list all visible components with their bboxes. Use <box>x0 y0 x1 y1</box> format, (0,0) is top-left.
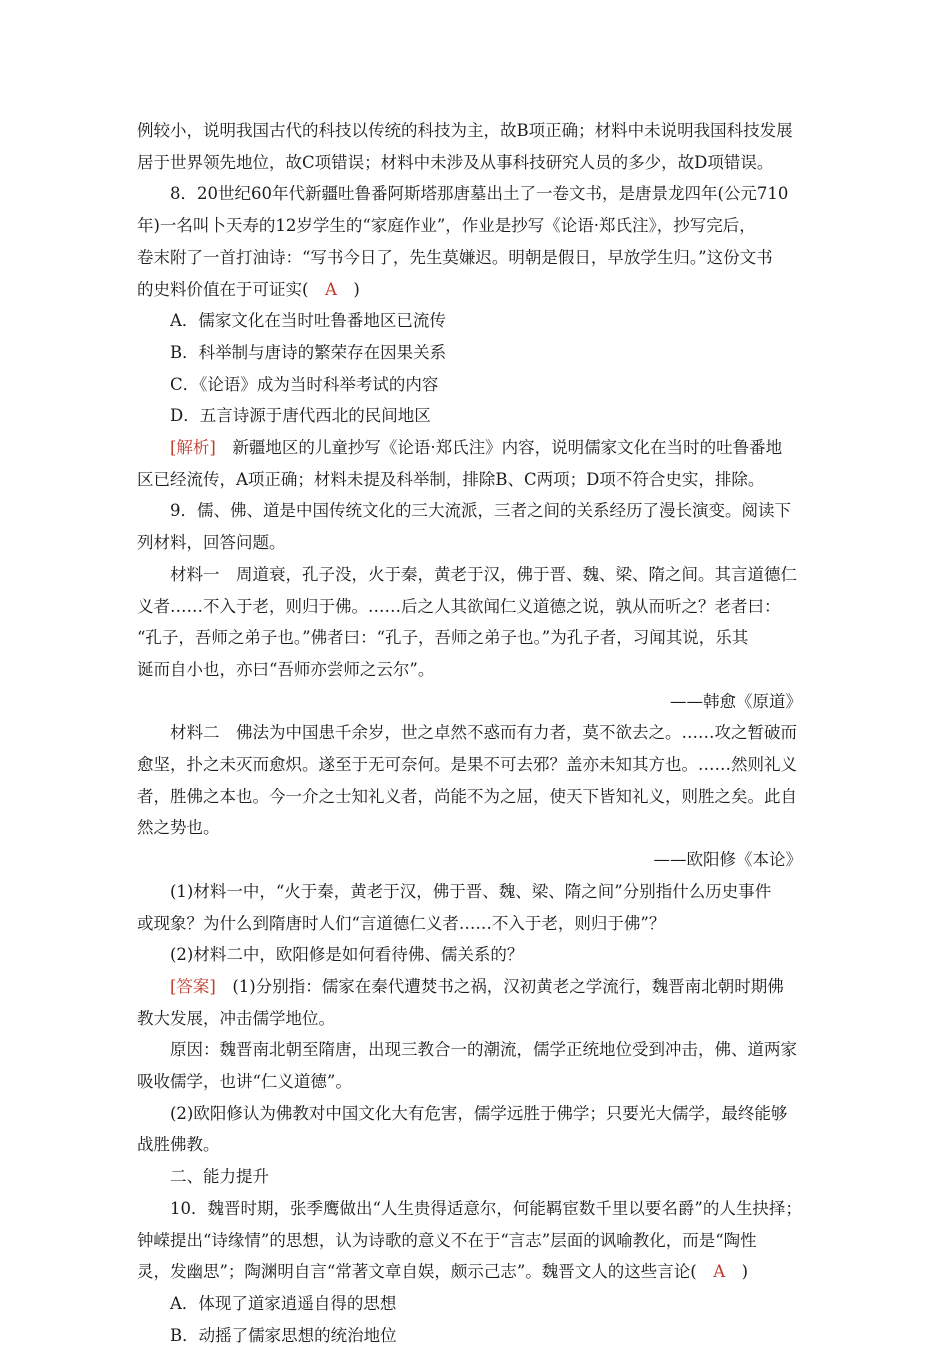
analysis-label: [解析] <box>170 438 216 457</box>
question-9-stem: 9．儒、佛、道是中国传统文化的三大流派，三者之间的关系经历了漫长演变。阅读下 <box>170 501 791 521</box>
text-line: 教大发展，冲击儒学地位。 <box>137 1008 335 1028</box>
text-line: 或现象？为什么到隋唐时人们“言道德仁义者……不入于老，则归于佛”？ <box>137 913 666 933</box>
text-line: 义者……不入于老，则归于佛。……后之人其欲闻仁义道德之说，孰从而听之？老者曰： <box>137 596 781 616</box>
answer-label: [答案] <box>170 976 216 996</box>
text-line: 灵，发幽思”；陶渊明自言“常著文章自娱，颇示己志”。魏晋文人的这些言论( A ) <box>137 1262 749 1282</box>
text-line: 诞而自小也，亦曰“吾师亦尝师之云尔”。 <box>137 659 435 679</box>
option-a: A．体现了道家逍遥自得的思想 <box>170 1293 397 1313</box>
text-line: 列材料，回答问题。 <box>137 533 286 553</box>
question-10-stem: 10．魏晋时期，张季鹰做出“人生贵得适意尔，何能羁宦数千里以要名爵”的人生抉择； <box>170 1198 802 1218</box>
section-heading: 二、能力提升 <box>170 1167 269 1187</box>
answer-q10: A <box>713 1262 726 1282</box>
material-2: 材料二 佛法为中国患千余岁，世之卓然不惑而有力者，莫不欲去之。……攻之暂破而 <box>170 723 797 743</box>
text-line: 原因：魏晋南北朝至隋唐，出现三教合一的潮流，儒学正统地位受到冲击，佛、道两家 <box>170 1040 797 1060</box>
analysis-line: [解析] 新疆地区的儿童抄写《论语·郑氏注》内容，说明儒家文化在当时的吐鲁番地 <box>170 438 783 457</box>
text-line: 者，胜佛之本也。今一介之士知礼义者，尚能不为之屈，使天下皆知礼义，则胜之矣。此自 <box>137 786 797 806</box>
sub-question-2: (2)材料二中，欧阳修是如何看待佛、儒关系的？ <box>170 945 524 965</box>
option-b: B．科举制与唐诗的繁荣存在因果关系 <box>170 342 447 362</box>
answer-line: [答案] (1)分别指：儒家在秦代遭焚书之祸，汉初黄老之学流行，魏晋南北朝时期佛 <box>170 976 784 996</box>
answer-q8: A <box>324 279 337 299</box>
source-citation: ——欧阳修《本论》 <box>653 850 802 870</box>
material-1: 材料一 周道衰，孔子没，火于秦，黄老于汉，佛于晋、魏、梁、隋之间。其言道德仁 <box>170 564 797 584</box>
text-line: 钟嵘提出“诗缘情”的思想，认为诗歌的意义不在于“言志”层面的讽喻教化，而是“陶性 <box>137 1230 757 1250</box>
source-citation: ——韩愈《原道》 <box>670 691 802 711</box>
text-line: 年)一名叫卜天寿的12岁学生的“家庭作业”，作业是抄写《论语·郑氏注》，抄写完后， <box>137 216 756 236</box>
option-b: B．动摇了儒家思想的统治地位 <box>170 1325 397 1345</box>
text-line: 吸收儒学，也讲“仁义道德”。 <box>137 1072 352 1091</box>
text-line: 居于世界领先地位，故C项错误；材料中未涉及从事科技研究人员的多少，故D项错误。 <box>137 152 774 172</box>
sub-question-1: (1)材料一中，“火于秦，黄老于汉，佛于晋、魏、梁、隋之间”分别指什么历史事件 <box>170 881 772 901</box>
question-8-stem: 8．20世纪60年代新疆吐鲁番阿斯塔那唐墓出土了一卷文书，是唐景龙四年(公元710 <box>170 184 789 204</box>
text-line: 战胜佛教。 <box>137 1135 220 1155</box>
text-line: (2)欧阳修认为佛教对中国文化大有危害，儒学远胜于佛学；只要光大儒学，最终能够 <box>170 1103 788 1123</box>
text-line: 区已经流传，A项正确；材料未提及科举制，排除B、C两项；D项不符合史实，排除。 <box>137 469 765 489</box>
option-a: A．儒家文化在当时吐鲁番地区已流传 <box>170 311 446 331</box>
text-line: 愈坚，扑之未灭而愈炽。遂至于无可奈何。是果不可去邪？盖亦未知其方也。……然则礼义 <box>137 755 797 774</box>
text-line: “孔子，吾师之弟子也。”佛者曰：“孔子，吾师之弟子也。”为孔子者，习闻其说，乐其 <box>137 628 749 648</box>
text-line: 例较小，说明我国古代的科技以传统的科技为主，故B项正确；材料中未说明我国科技发展 <box>137 121 793 140</box>
text-line: 然之势也。 <box>137 818 220 838</box>
option-c: C．《论语》成为当时科举考试的内容 <box>170 374 439 394</box>
option-d: D．五言诗源于唐代西北的民间地区 <box>170 406 431 426</box>
text-line: 的史料价值在于可证实( A ) <box>137 279 360 299</box>
text-line: 卷末附了一首打油诗：“写书今日了，先生莫嫌迟。明朝是假日，早放学生归。”这份文书 <box>137 247 773 267</box>
